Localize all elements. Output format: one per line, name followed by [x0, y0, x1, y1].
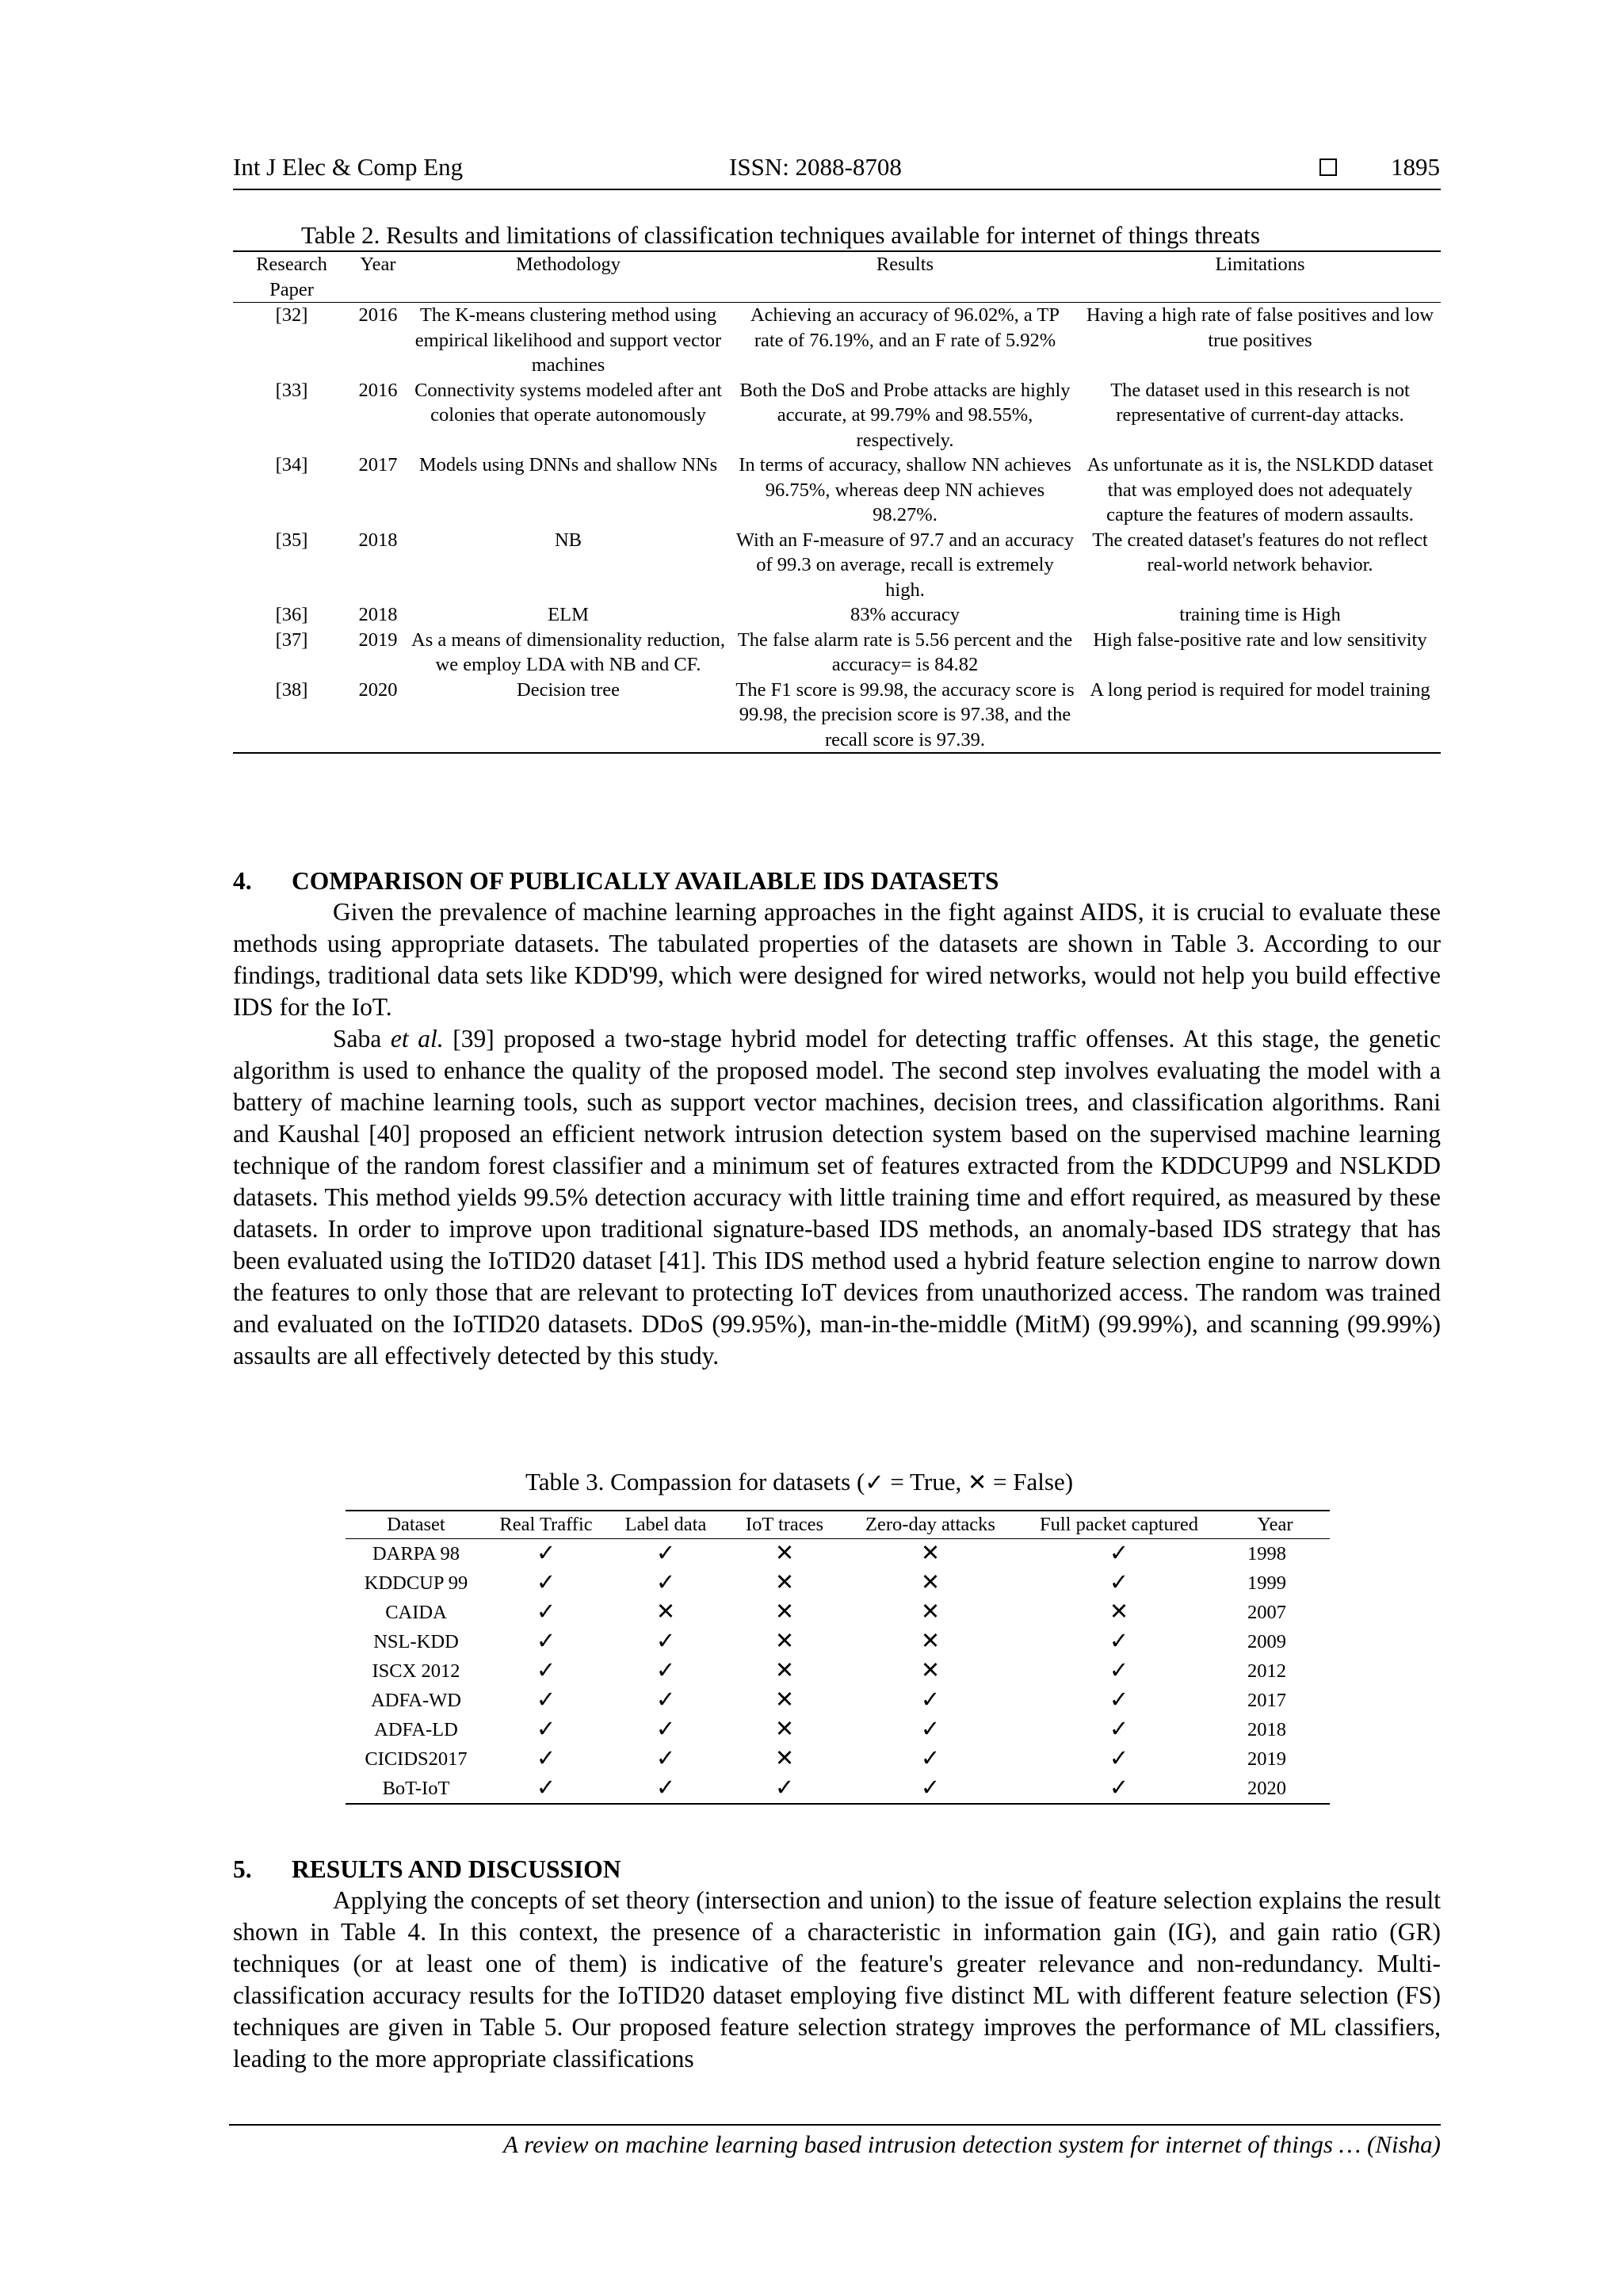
check-icon: ✓ — [536, 1717, 556, 1742]
paper-ref: [33] — [275, 379, 308, 401]
dataset-name: ADFA-LD — [374, 1719, 458, 1740]
check-icon: ✓ — [536, 1629, 556, 1654]
caption-text: = False) — [987, 1468, 1074, 1496]
check-icon: ✓ — [655, 1629, 676, 1654]
check-icon: ✓ — [774, 1775, 795, 1801]
cross-icon: ✕ — [920, 1541, 941, 1566]
check-icon: ✓ — [655, 1687, 676, 1713]
cross-icon: ✕ — [774, 1746, 795, 1771]
dataset-name: CICIDS2017 — [365, 1748, 468, 1770]
check-icon: ✓ — [865, 1470, 884, 1496]
paper-ref: [38] — [275, 678, 308, 701]
results-cell: With an F-measure of 97.7 and an accuracy of 99.3 on average, recall is extremely high. — [735, 529, 1075, 601]
year-cell: 2012 — [1247, 1660, 1286, 1682]
check-icon: ✓ — [655, 1658, 676, 1683]
cross-icon: ✕ — [920, 1570, 941, 1595]
section4-number: 4. — [233, 867, 252, 895]
table-row — [346, 1568, 1330, 1598]
check-icon: ✓ — [1109, 1570, 1129, 1595]
dataset-name: ADFA-WD — [371, 1690, 461, 1711]
cross-icon: ✕ — [920, 1599, 941, 1625]
check-icon: ✓ — [655, 1717, 676, 1742]
results-cell: In terms of accuracy, shallow NN achieves 96.75%, whereas deep NN achieves 98.27%. — [739, 454, 1071, 525]
table-row — [233, 303, 1441, 378]
cross-icon: ✕ — [774, 1658, 795, 1683]
paper-ref: [36] — [275, 604, 308, 625]
table-row — [346, 1598, 1330, 1627]
table2-header-row — [233, 251, 1441, 303]
check-icon: ✓ — [920, 1775, 941, 1801]
footer-rule — [229, 2124, 1441, 2126]
results-cell: Achieving an accuracy of 96.02%, a TP rate of 76.19%, and an F rate of 5.92% — [750, 304, 1060, 351]
table2 — [233, 250, 1441, 754]
dataset-name: CAIDA — [385, 1602, 447, 1623]
table3-col-header: Dataset — [346, 1511, 487, 1539]
section5-body — [233, 1885, 1441, 2075]
cross-icon: ✕ — [774, 1541, 795, 1566]
cross-icon: ✕ — [774, 1717, 795, 1742]
table-row — [346, 1539, 1330, 1569]
section4-body — [233, 896, 1441, 1372]
caption-text: = True, — [884, 1468, 968, 1496]
author-name: Saba — [333, 1025, 382, 1052]
year-cell: 2017 — [1247, 1690, 1286, 1711]
table3-col-header: IoT traces — [726, 1511, 843, 1539]
table2-caption: Table 2. Results and limitations of classification techniques available for internet of things threats — [301, 221, 1260, 249]
table-row — [233, 528, 1441, 603]
check-icon: ✓ — [536, 1687, 556, 1713]
table-row — [346, 1744, 1330, 1774]
table-row — [346, 1656, 1330, 1686]
check-icon: ✓ — [536, 1541, 556, 1566]
section5-title: RESULTS AND DISCUSSION — [292, 1855, 621, 1883]
year-cell: 2009 — [1247, 1631, 1286, 1652]
table3-col-header: Full packet captured — [1018, 1511, 1220, 1539]
table3-col-header: Year — [1220, 1511, 1330, 1539]
check-icon: ✓ — [655, 1746, 676, 1771]
journal-name: Int J Elec & Comp Eng — [233, 153, 464, 181]
results-cell: The false alarm rate is 5.56 percent and the accuracy= is 84.82 — [737, 628, 1073, 675]
cross-icon: ✕ — [1109, 1599, 1129, 1625]
check-icon: ✓ — [655, 1775, 676, 1801]
dataset-name: NSL-KDD — [373, 1631, 459, 1652]
paper-ref: [32] — [275, 304, 308, 326]
paper-ref: [37] — [275, 628, 308, 651]
check-icon: ✓ — [536, 1570, 556, 1595]
methodology-cell: As a means of dimensionality reduction, we employ LDA with NB and CF. — [411, 628, 725, 675]
table2-col-header: Limitations — [1215, 254, 1305, 275]
check-icon: ✓ — [920, 1717, 941, 1742]
year-cell: 1998 — [1247, 1543, 1286, 1564]
limitations-cell: High false-positive rate and low sensitivity — [1093, 628, 1427, 651]
table-row — [346, 1715, 1330, 1744]
table2-col-header: Methodology — [515, 254, 621, 275]
check-icon: ✓ — [1109, 1629, 1129, 1654]
year-cell: 2016 — [358, 304, 398, 326]
table-row — [233, 602, 1441, 628]
year-cell: 2018 — [358, 529, 398, 551]
dataset-name: DARPA 98 — [372, 1543, 460, 1564]
check-icon: ✓ — [536, 1599, 556, 1625]
methodology-cell: NB — [554, 529, 582, 551]
check-icon: ✓ — [1109, 1687, 1129, 1713]
limitations-cell: training time is High — [1179, 604, 1341, 625]
table-row — [233, 378, 1441, 453]
methodology-cell: Decision tree — [517, 678, 620, 701]
methodology-cell: Models using DNNs and shallow NNs — [418, 454, 718, 476]
check-icon: ✓ — [655, 1570, 676, 1595]
results-cell: The F1 score is 99.98, the accuracy score is 99.98, the precision score is 97.38, and the recall score is 97.39. — [735, 678, 1075, 751]
year-cell: 2020 — [1247, 1778, 1286, 1799]
table3-col-header: Real Traffic — [487, 1511, 605, 1539]
paper-ref: [34] — [275, 454, 308, 476]
table-row — [346, 1627, 1330, 1656]
check-icon: ✓ — [1109, 1658, 1129, 1683]
cross-icon: ✕ — [774, 1599, 795, 1625]
methodology-cell: ELM — [548, 604, 589, 625]
section4-paragraph-2 — [233, 1023, 1441, 1372]
check-icon: ✓ — [920, 1687, 941, 1713]
dataset-name: BoT-IoT — [382, 1778, 450, 1799]
page-number: 1895 — [1391, 153, 1440, 181]
paper-ref: [35] — [275, 529, 308, 551]
check-icon: ✓ — [1109, 1717, 1129, 1742]
section4-title: COMPARISON OF PUBLICALLY AVAILABLE IDS DATASETS — [292, 867, 999, 895]
year-cell: 2019 — [1247, 1748, 1286, 1770]
section5-paragraph-1: Applying the concepts of set theory (intersection and union) to the issue of feature selection explains the result shown in Table 4. In this context, the presence of a characteristic in information gain (IG), and gain ratio (GR) techniques (or at least one of them) is indicative of the feature's greater relevance and non-redundancy. Multi-classification accuracy results for the IoTID20 dataset employing five distinct ML with different feature selection (FS) techniques are given in Table 5. Our proposed feature selection strategy improves the performance of ML classifiers, leading to the more appropriate classifications — [233, 1886, 1441, 2073]
limitations-cell: The dataset used in this research is not representative of current-day attacks. — [1110, 379, 1410, 426]
dataset-name: ISCX 2012 — [372, 1660, 460, 1682]
check-icon: ✓ — [1109, 1775, 1129, 1801]
table3-header-row — [346, 1511, 1330, 1539]
table-row — [233, 628, 1441, 678]
table2-col-header: Year — [360, 254, 396, 275]
methodology-cell: The K-means clustering method using empirical likelihood and support vector machines — [414, 304, 722, 376]
check-icon: ✓ — [1109, 1746, 1129, 1771]
results-cell: Both the DoS and Probe attacks are highly accurate, at 99.79% and 98.55%, respectively. — [739, 379, 1071, 451]
table-row — [346, 1774, 1330, 1804]
check-icon: ✓ — [536, 1775, 556, 1801]
check-icon: ✓ — [536, 1658, 556, 1683]
year-cell: 2020 — [358, 678, 398, 701]
section5-number: 5. — [233, 1855, 252, 1883]
year-cell: 2018 — [358, 604, 398, 625]
limitations-cell: The created dataset's features do not reflect real-world network behavior. — [1092, 529, 1428, 575]
table3 — [346, 1510, 1330, 1805]
check-icon: ✓ — [536, 1746, 556, 1771]
caption-text: Table 3. Compassion for datasets ( — [525, 1468, 865, 1496]
cross-icon: ✕ — [967, 1470, 987, 1496]
cross-icon: ✕ — [774, 1629, 795, 1654]
table-row — [233, 453, 1441, 528]
cross-icon: ✕ — [655, 1599, 676, 1625]
year-cell: 2007 — [1247, 1602, 1286, 1623]
issn: ISSN: 2088-8708 — [729, 153, 902, 181]
footer-running-title: A review on machine learning based intrusion detection system for internet of things … (Nisha) — [502, 2130, 1441, 2158]
limitations-cell: A long period is required for model training — [1090, 678, 1430, 701]
limitations-cell: Having a high rate of false positives and low true positives — [1086, 304, 1434, 351]
table2-col-header: Results — [876, 254, 934, 275]
header-rule — [233, 189, 1441, 190]
cross-icon: ✕ — [774, 1687, 795, 1713]
table3-caption — [525, 1468, 1073, 1497]
year-cell: 2017 — [358, 454, 398, 476]
limitations-cell: As unfortunate as it is, the NSLKDD dataset that was employed does not adequately capture the features of modern assaults. — [1086, 454, 1434, 525]
dataset-name: KDDCUP 99 — [364, 1572, 468, 1594]
table3-col-header: Label data — [605, 1511, 726, 1539]
year-cell: 1999 — [1247, 1572, 1286, 1594]
methodology-cell: Connectivity systems modeled after ant colonies that operate autonomously — [414, 379, 722, 426]
square-icon — [1319, 159, 1337, 176]
table-row — [346, 1686, 1330, 1715]
year-cell: 2016 — [358, 379, 398, 401]
cross-icon: ✕ — [774, 1570, 795, 1595]
cross-icon: ✕ — [920, 1658, 941, 1683]
table3-col-header: Zero-day attacks — [843, 1511, 1018, 1539]
cross-icon: ✕ — [920, 1629, 941, 1654]
year-cell: 2019 — [358, 628, 398, 651]
check-icon: ✓ — [1109, 1541, 1129, 1566]
section4-paragraph-1: Given the prevalence of machine learning approaches in the fight against AIDS, it is crucial to evaluate these methods using appropriate datasets. The tabulated properties of the datasets are shown in Table 3. According to our findings, traditional data sets like KDD'99, which were designed for wired networks, would not help you build effective IDS for the IoT. — [233, 898, 1441, 1021]
year-cell: 2018 — [1247, 1719, 1286, 1740]
paragraph-text: [39] proposed a two-stage hybrid model for detecting traffic offenses. At this stage, the genetic algorithm is used to enhance the quality of the proposed model. The second step involves evaluating the model with a battery of machine learning tools, such as support vector machines, decision trees, and classification algorithms. Rani and Kaushal [40] proposed an efficient network intrusion detection system based on the supervised machine learning technique of the random forest classifier and a minimum set of features extracted from the KDDCUP99 and NSLKDD datasets. This method yields 99.5% detection accuracy with little training time and effort required, as measured by these datasets. In order to improve upon traditional signature-based IDS methods, an anomaly-based IDS strategy that has been evaluated using the IoTID20 dataset [41]. This IDS method used a hybrid feature selection engine to narrow down the features to only those that are relevant to protecting IoT devices from unauthorized access. The random was trained and evaluated on the IoTID20 datasets. DDoS (99.95%), man-in-the-middle (MitM) (99.99%), and scanning (99.99%) assaults are all effectively detected by this study. — [233, 1025, 1441, 1370]
results-cell: 83% accuracy — [850, 604, 960, 625]
table2-col-header: Research Paper — [256, 254, 327, 300]
et-al: et al. — [390, 1025, 444, 1052]
check-icon: ✓ — [920, 1746, 941, 1771]
table-row — [233, 678, 1441, 754]
check-icon: ✓ — [655, 1541, 676, 1566]
